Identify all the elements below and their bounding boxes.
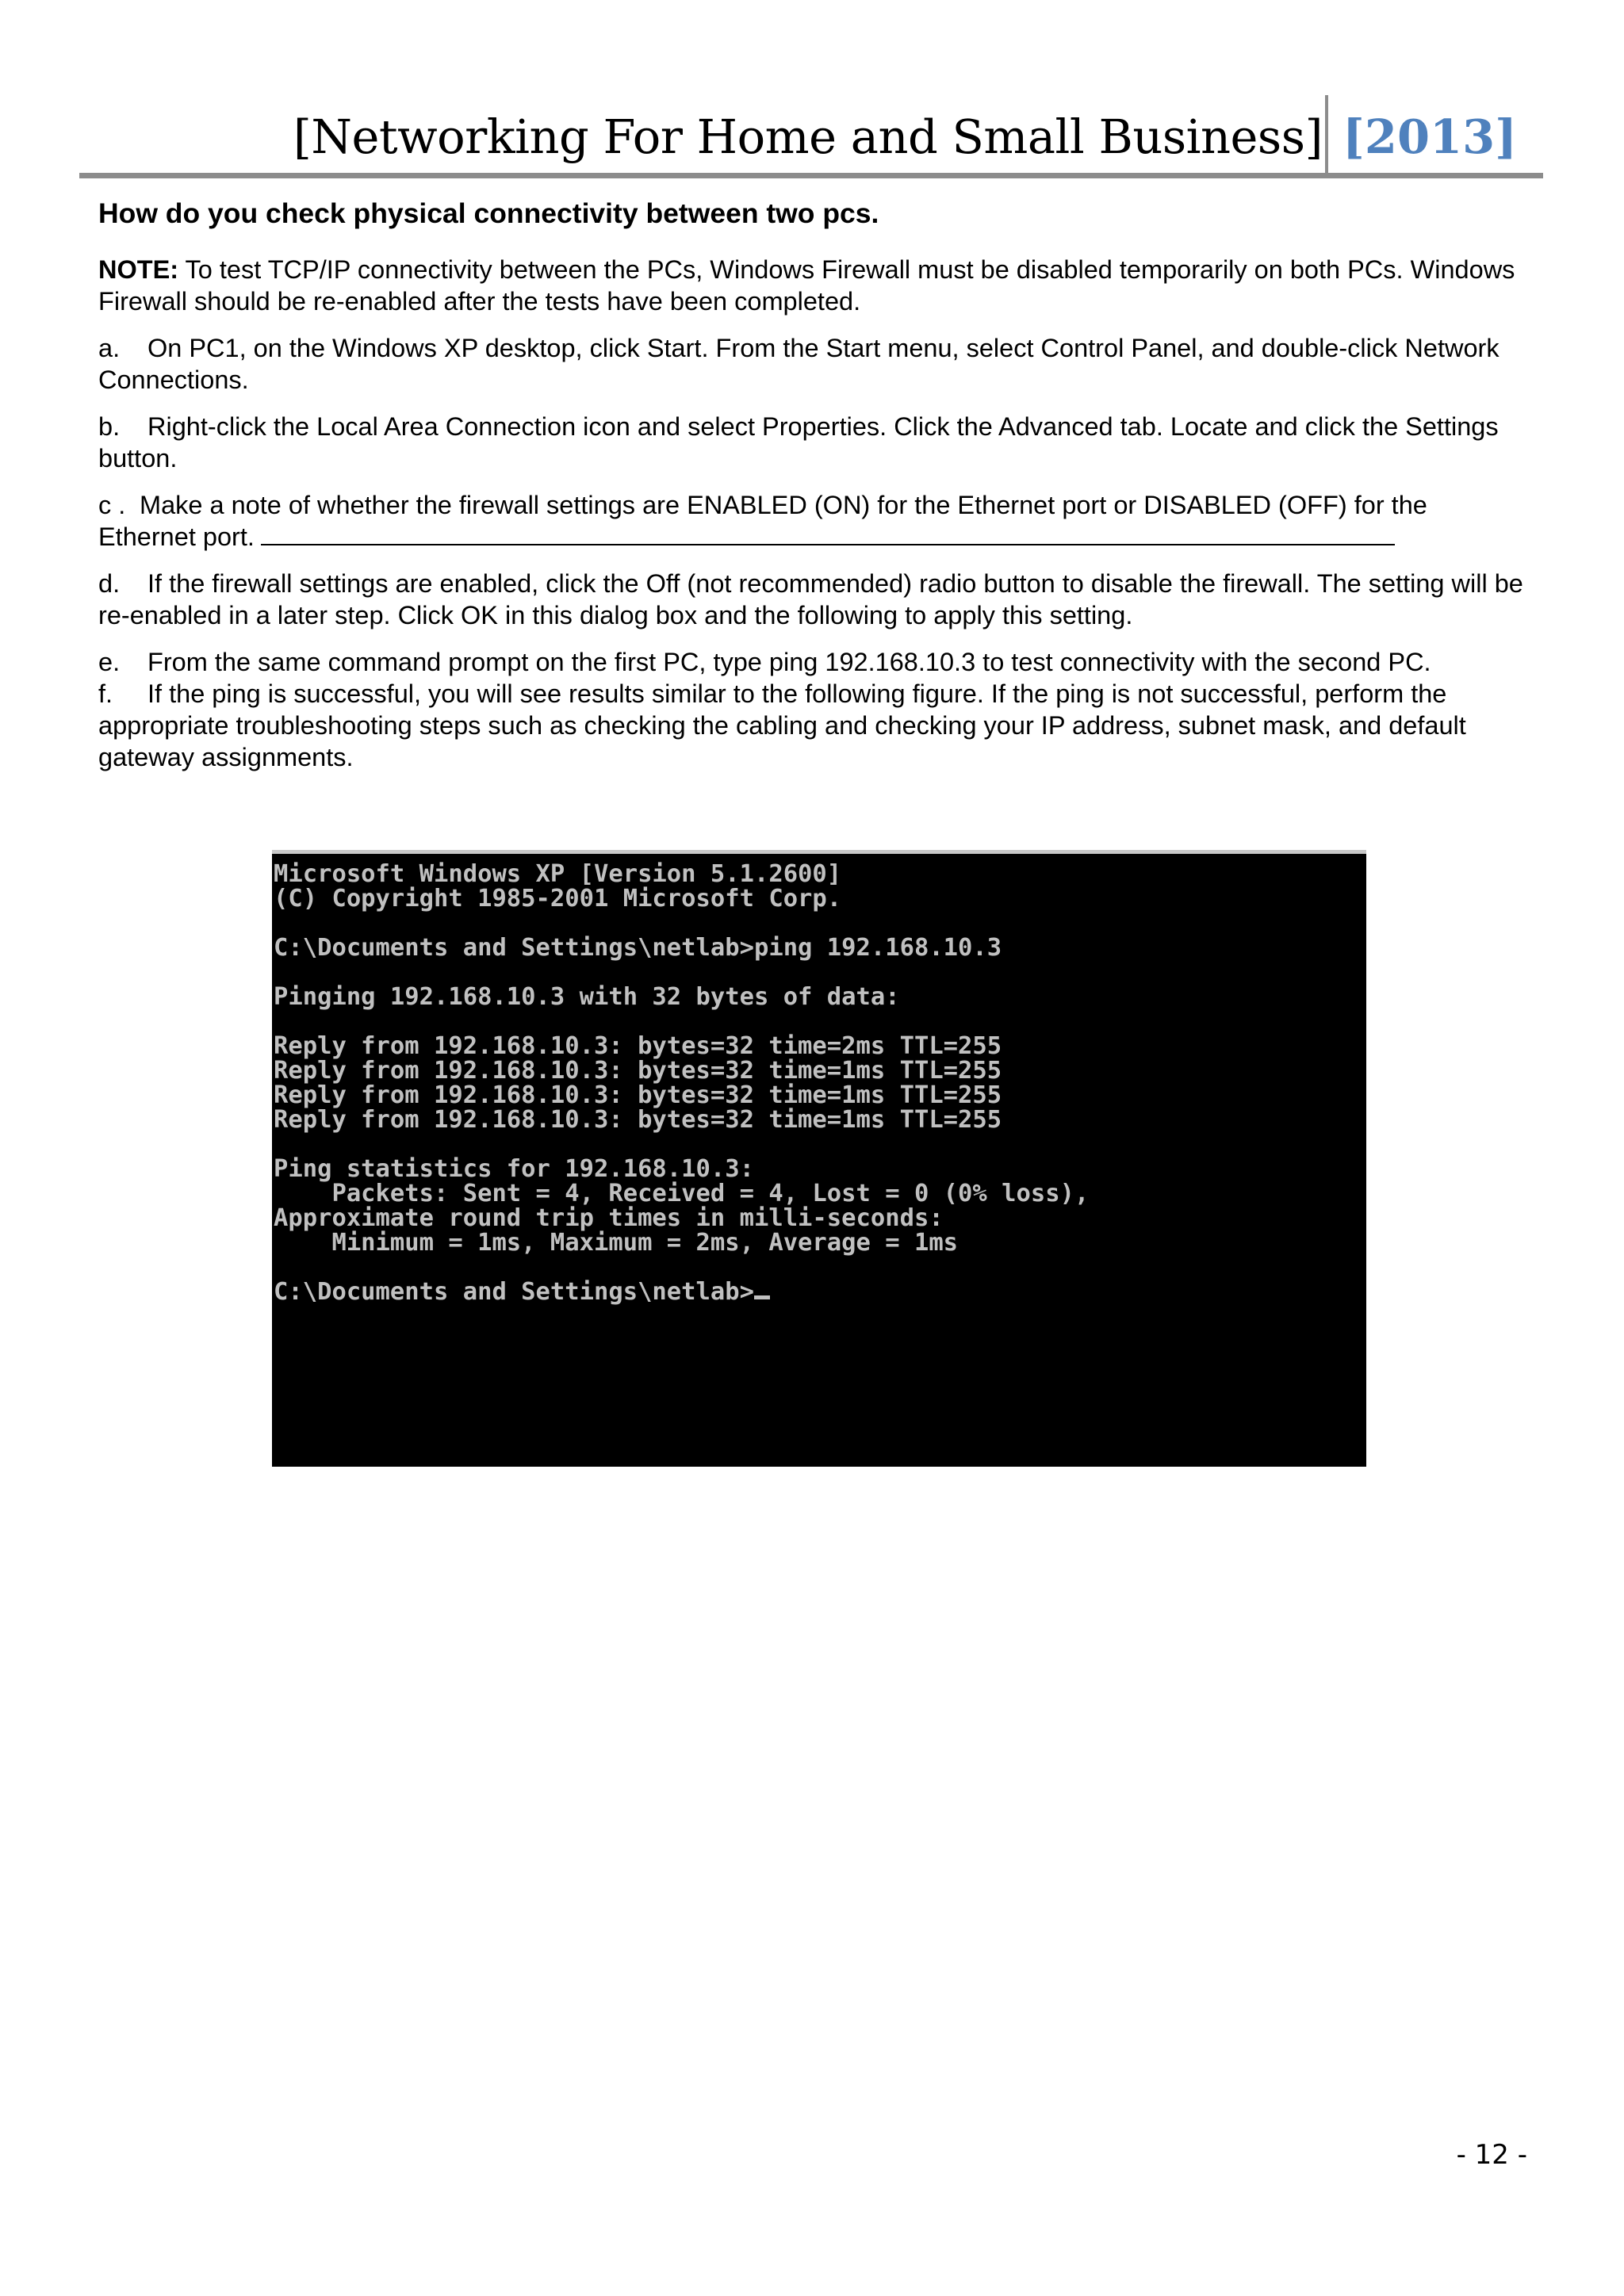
console-line: Minimum = 1ms, Maximum = 2ms, Average = 1ms [274, 1229, 959, 1257]
console-line: Reply from 192.168.10.3: bytes=32 time=1ms TTL=255 [274, 1057, 1002, 1085]
header-divider [1325, 95, 1328, 173]
step-f [98, 678, 1526, 773]
console-line: Reply from 192.168.10.3: bytes=32 time=1ms TTL=255 [274, 1081, 1002, 1109]
note-text: To test TCP/IP connectivity between the PCs, Windows Firewall must be disabled temporarily on both PCs. Windows Firewall should be re-enabled after the tests have been completed. [98, 255, 1515, 316]
step-text: Make a note of whether the firewall settings are ENABLED (ON) for the Ethernet port or DISABLED (OFF) for the Ethernet port. [98, 491, 1427, 551]
step-letter: c . [98, 491, 126, 519]
answer-blank-line [261, 522, 1395, 545]
header-rule [79, 173, 1543, 178]
console-line: C:\Documents and Settings\netlab>ping 192.168.10.3 [274, 934, 1002, 962]
console-line: Reply from 192.168.10.3: bytes=32 time=1ms TTL=255 [274, 1106, 1002, 1134]
step-d [98, 568, 1526, 631]
step-text: On PC1, on the Windows XP desktop, click Start. From the Start menu, select Control Panel, and double-click Network Connections. [98, 334, 1500, 394]
console-line: Pinging 192.168.10.3 with 32 bytes of data: [274, 983, 900, 1011]
note-paragraph [98, 254, 1526, 317]
step-letter: a. [98, 334, 121, 362]
step-text: If the firewall settings are enabled, click the Off (not recommended) radio button to disable the firewall. The setting will be re-enabled in a later step. Click OK in this dialog box and the following to apply this setting. [98, 569, 1523, 629]
header-year: [2013] [1342, 109, 1518, 164]
step-a [98, 332, 1526, 396]
console-line: Packets: Sent = 4, Received = 4, Lost = 0 (0% loss), [274, 1180, 1090, 1207]
step-e [98, 646, 1526, 678]
step-letter: e. [98, 648, 121, 676]
console-line: Reply from 192.168.10.3: bytes=32 time=2ms TTL=255 [274, 1032, 1002, 1060]
step-b [98, 411, 1526, 474]
header-title: [Networking For Home and Small Business] [293, 109, 1323, 164]
step-text: From the same command prompt on the first PC, type ping 192.168.10.3 to test connectivity with the second PC. [147, 648, 1431, 676]
step-text: Right-click the Local Area Connection icon and select Properties. Click the Advanced tab. Locate and click the Settings button. [98, 412, 1499, 473]
console-line: Ping statistics for 192.168.10.3: [274, 1155, 754, 1183]
step-text: If the ping is successful, you will see results similar to the following figure. If the ping is not successful, perform the appropriate troubleshooting steps such as checking the cabling and checking your IP address, subnet mask, and default gateway assignments. [98, 679, 1466, 771]
note-label: NOTE: [98, 255, 179, 284]
page-body [98, 193, 1526, 788]
console-output [272, 854, 1366, 1304]
step-letter: f. [98, 679, 113, 708]
section-heading: How do you check physical connectivity between two pcs. [98, 197, 879, 229]
step-letter: b. [98, 412, 121, 441]
step-letter: d. [98, 569, 121, 598]
command-prompt-screenshot [272, 850, 1366, 1467]
page-number: - 12 - [1456, 2139, 1527, 2171]
console-line: (C) Copyright 1985-2001 Microsoft Corp. [274, 885, 842, 913]
page-header [0, 87, 1518, 174]
console-line: Approximate round trip times in milli-seconds: [274, 1204, 944, 1232]
console-line: Microsoft Windows XP [Version 5.1.2600] [274, 860, 842, 888]
text-cursor [754, 1295, 770, 1299]
step-c [98, 489, 1526, 553]
console-prompt: C:\Documents and Settings\netlab> [274, 1278, 754, 1306]
